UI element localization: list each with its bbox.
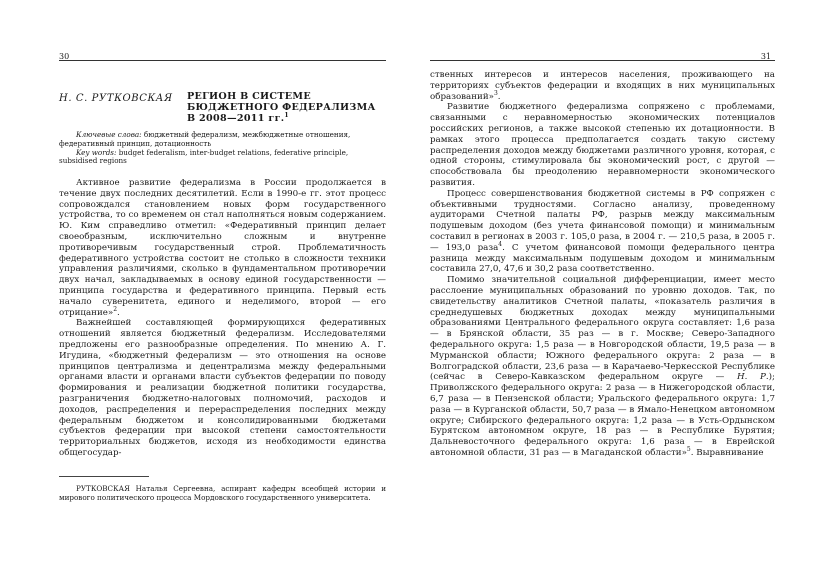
left-header-rule [59, 60, 386, 61]
keywords-ru [59, 131, 386, 149]
title-line-3 [187, 113, 387, 124]
keywords-en-label: Key words: [76, 147, 117, 157]
right-paragraph-3-text: Помимо значительной социальной дифференциации, имеет место расслоение муниципальных образований по уровню доходов. Так, по свидетельству аналитиков Счетной палаты, «показатель различия в среднедушевых бюджетных доходах между муниципальными образованиями Центрального федерального округа составляет: 1,6 раза — в Брянской области, 35 раз — в г. Москве; Северо-Западного федерального округа: 1,5 раза — в Новгородской области, 19,5 раза — в Мурманской области; Южного федерального округа: 2 раза — в Волгоградской области, 23,6 раза — в Карачаево-Черкесской Республике (сейчас в Северо-Кавказском федеральном округе — [430, 275, 775, 383]
left-body-text [59, 178, 386, 459]
right-paragraph-3-text-after: ); Приволжского федерального округа: 2 раза — в Нижегородской области, 6,7 раза — в Пензенской области; Уральского федерального округа: 1,7 раза — в Курганской области, 50,7 раза — в Ямало-Ненецком автономном округе; Сибирского федерального округа: 1,2 раза — в Усть-Ордынском Бурятском автономном округе, 18 раз — в Республике Бурятия; Дальневосточного федерального округа: 1,6 раза — в Еврейской автономной области, 31 раз — в Магаданской области» [430, 372, 775, 458]
keywords-en [59, 149, 386, 167]
footnote-rule [59, 476, 149, 477]
footnote-ref-4: 4 [498, 240, 503, 248]
right-paragraph-2 [430, 189, 775, 275]
footnote-ref-5: 5 [686, 446, 691, 453]
right-paragraph-2-text: Процесс совершенствования бюджетной системы в РФ сопряжен с объективными трудностями. Согласно анализу, проведенному аудиторами Счетной палаты РФ, разрыв между максимальным подушевым доходом (без учета финансовой помощи) и минимальным составил в регионах в 2003 г. 105,0 раза, в 2004 г. — 210,5 раза, в 2005 г. — 193,0 раза [430, 188, 775, 253]
article-author: Н. С. РУТКОВСКАЯ [59, 93, 173, 104]
right-body-text [430, 70, 775, 459]
title-line-2: БЮДЖЕТНОГО ФЕДЕРАЛИЗМА [187, 102, 376, 113]
right-paragraph-3 [430, 275, 775, 459]
right-paragraph-2-tail: . С учетом финансовой помощи федерального центра разница между максимальным подушевым доходом и минимальным составила 27,0, 47,6 и 30,2 раза соответственно. [430, 242, 775, 275]
author-note [59, 484, 386, 502]
keywords-block [59, 131, 386, 166]
right-header-rule [430, 60, 775, 61]
left-paragraph-1-text: Активное развитие федерализма в России продолжается в течение двух последних десятилетий. Если в 1990-е гг. этот процесс сопровождался становлением новых форм государственного устройства, то со временем он стал наполняться новым содержанием. Ю. Ким справедливо отметил: «Федеративный принцип делает своеобразным, исключительно сложным и внутренне противоречивым государственный строй. Проблематичность федеративного устройства состоит не столько в сложности техники управления различиями, сколько в фундаментальном противоречии двух начал, закладываемых в основу единой государственности — принципа государства и федеративного принципа. Первый есть начало суверенитета, единого и неделимого, второй — его отрицание» [59, 178, 386, 318]
keywords-ru-text: бюджетный федерализм, межбюджетные отношения, федеративный принцип, дотационность [59, 130, 351, 148]
left-page-number: 30 [59, 52, 70, 61]
right-continuation-text: ственных интересов и интересов населения, проживающего на территориях субъектов федерации и входящих в них муниципальных образований» [430, 70, 775, 102]
right-page [410, 0, 820, 580]
right-paragraph-1: Развитие бюджетного федерализма сопряжено с проблемами, связанными с неравномерностью экономических потенциалов российских регионов, а также высокой степенью их дотационности. В рамках этого процесса предполагается создать такую систему распределения доходов между бюджетами различного уровня, которая, с одной стороны, стимулировала бы экономический рост, с другой — способствовала бы преодолению неравномерности экономического развития. [430, 102, 775, 188]
title-line-3-text: В 2008—2011 гг. [187, 113, 285, 124]
right-paragraph-3-tail: . Выравнивание [690, 447, 764, 458]
title-footnote-ref: 1 [284, 111, 289, 119]
footnote-ref-2: 2 [113, 305, 118, 313]
right-page-number: 31 [760, 52, 771, 61]
title-line-1: РЕГИОН В СИСТЕМЕ [187, 91, 311, 102]
editor-note: Н. Р. [737, 372, 769, 383]
right-continuation-tail: . [497, 91, 501, 102]
left-paragraph-2: Важнейшей составляющей формирующихся федеративных отношений является бюджетный федерализм. Исследователями предложены его разнообразные определения. По мнению А. Г. Игудина, «бюджетный федерализм — это отношения на основе принципов централизма и децентрализма между федеральными органами власти и органами власти субъектов федерации по поводу формирования и реализации бюджетной политики государства, разграничения бюджетно-налоговых полномочий, расходов и доходов, распределения и перераспределения последних между федеральным бюджетом и консолидированными бюджетами субъектов федерации при высокой степени самостоятельности территориальных бюджетов, исходя из необходимости единства общегосудар- [59, 318, 386, 458]
right-continuation [430, 70, 775, 102]
left-paragraph-1-tail: . [117, 307, 120, 318]
article-title [187, 91, 387, 124]
footnote-ref-3: 3 [493, 89, 498, 97]
keywords-ru-label: Ключевые слова: [76, 130, 142, 139]
author-note-text: РУТКОВСКАЯ Наталья Сергеевна, аспирант кафедры всеобщей истории и мирового политического процесса Мордовского государственного университета. [59, 484, 386, 502]
keywords-en-text: budget federalism, inter-budget relations, federative principle, subsidised regions [59, 147, 349, 166]
left-paragraph-1 [59, 178, 386, 318]
